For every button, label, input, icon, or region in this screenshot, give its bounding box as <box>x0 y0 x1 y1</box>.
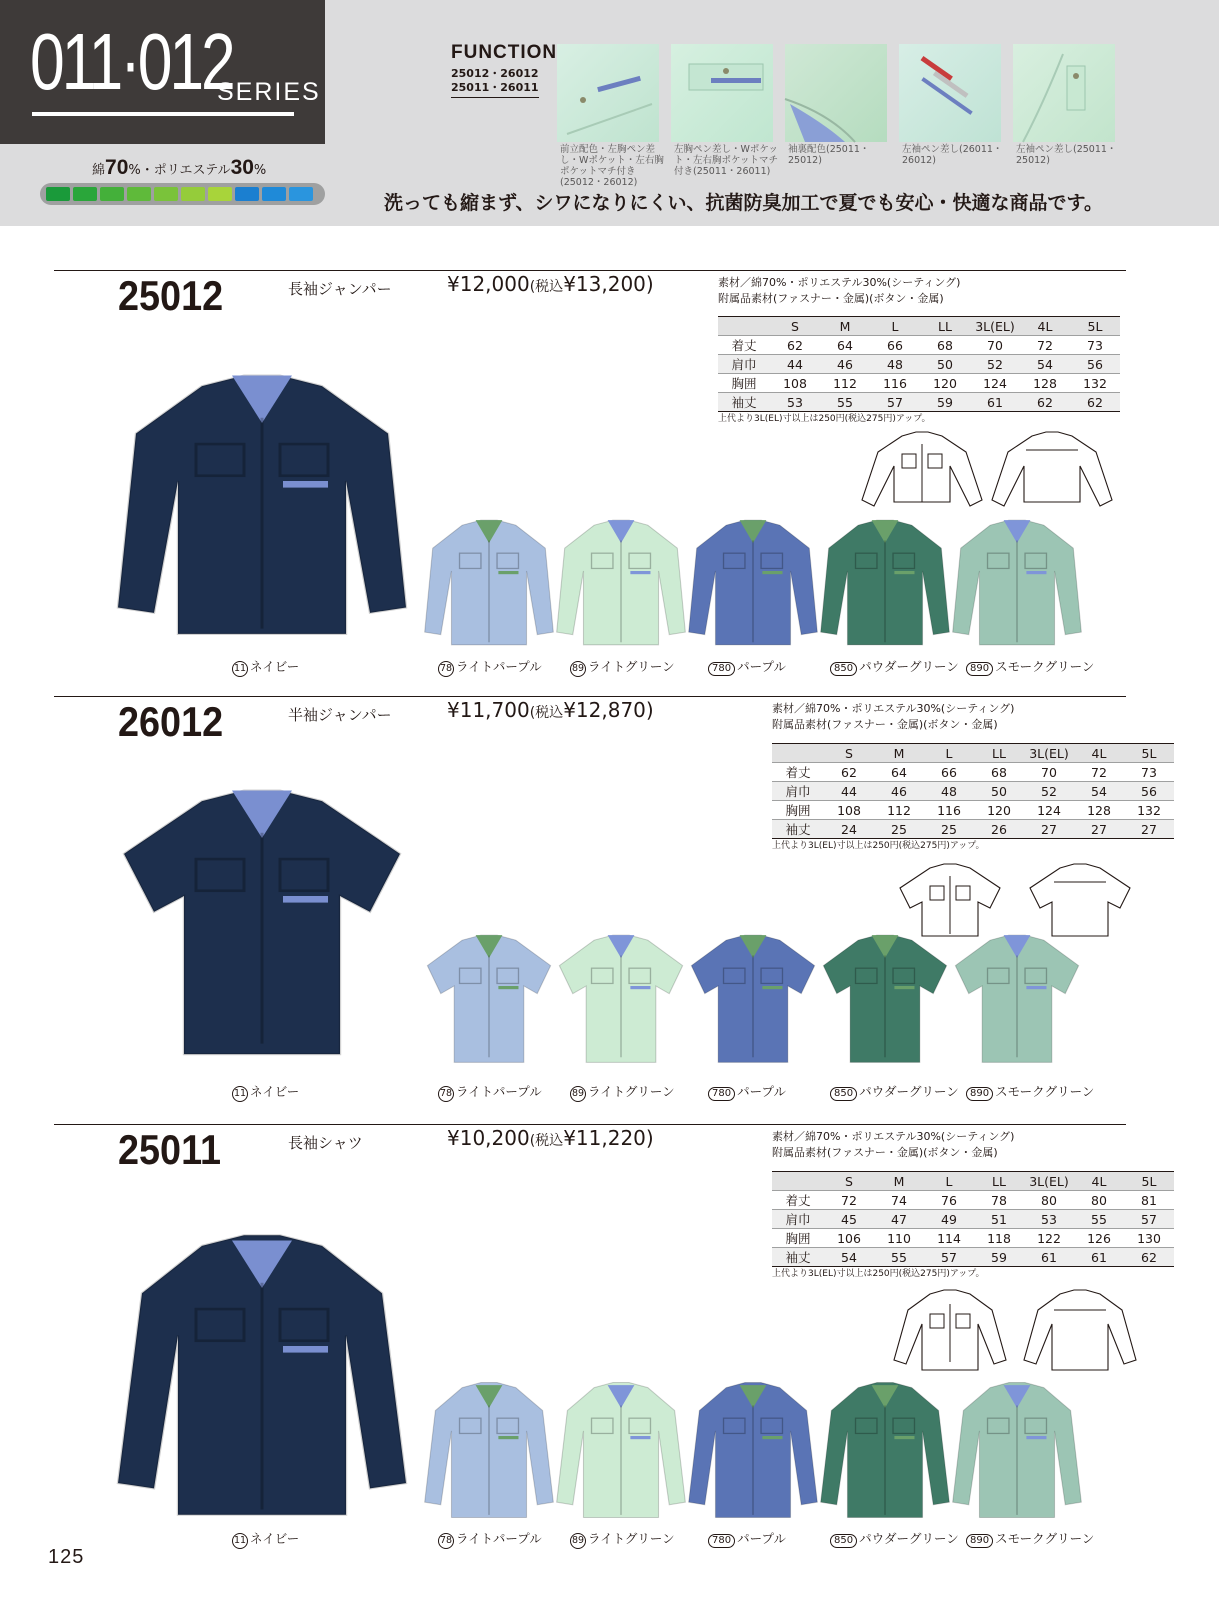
size-row-label: 胸囲 <box>772 801 824 820</box>
price-value: ¥11,700 <box>447 698 530 722</box>
color-caption-11 <box>232 657 299 677</box>
product-code: 25011 <box>118 1126 222 1173</box>
color-name: ライトパープル <box>456 659 542 674</box>
series-underline <box>32 112 294 116</box>
size-cell: 81 <box>1124 1191 1174 1210</box>
color-name: パープル <box>737 1531 786 1546</box>
size-cell: 112 <box>820 374 870 393</box>
price-value: ¥12,000 <box>447 272 530 296</box>
function-caption-2: 左胸ペン差し・Wポケット・左右胸ポケットマチ付き(25011・26011) <box>674 144 779 177</box>
color-name: ライトパープル <box>456 1084 542 1099</box>
size-cell: 112 <box>874 801 924 820</box>
size-cell: 116 <box>924 801 974 820</box>
size-cell: 116 <box>870 374 920 393</box>
color-name: ライトグリーン <box>588 1084 675 1099</box>
size-cell: 73 <box>1124 763 1174 782</box>
function-title: FUNCTION <box>451 42 558 63</box>
color-name: ライトグリーン <box>588 659 675 674</box>
size-cell: 59 <box>974 1248 1024 1267</box>
size-cell: 106 <box>824 1229 874 1248</box>
color-caption-11 <box>232 1082 299 1102</box>
accessory-material-line: 附属品素材(ファスナー・金属)(ボタン・金属) <box>718 292 944 305</box>
color-caption-89 <box>570 657 675 677</box>
size-cell: 48 <box>870 355 920 374</box>
size-cell: 64 <box>874 763 924 782</box>
size-cell: 46 <box>874 782 924 801</box>
fabric-composition: 綿70%・ポリエステル30% <box>92 156 267 179</box>
function-photo-left-sleeve-pen <box>899 44 1001 142</box>
size-row-label: 着丈 <box>718 336 770 355</box>
function-caption-1: 前立配色・左胸ペン差し・Wポケット・左右胸ポケットマチ付き(25012・26012) <box>560 144 664 188</box>
color-code-badge: 89 <box>570 1533 586 1549</box>
function-photo-sleeve-lining <box>785 44 887 142</box>
size-cell: 44 <box>770 355 820 374</box>
function-caption-3: 袖裏配色(25011・25012) <box>788 144 870 166</box>
size-cell: 51 <box>974 1210 1024 1229</box>
color-caption-850 <box>830 1529 959 1548</box>
size-cell: 61 <box>970 393 1020 412</box>
size-header: 4L <box>1074 1172 1124 1191</box>
size-row-label: 着丈 <box>772 1191 824 1210</box>
size-cell: 76 <box>924 1191 974 1210</box>
size-cell: 54 <box>824 1248 874 1267</box>
price-tax-value: ¥12,870) <box>563 698 654 722</box>
size-cell: 52 <box>1024 782 1074 801</box>
size-cell: 25 <box>874 820 924 839</box>
color-name: パウダーグリーン <box>859 659 959 674</box>
size-cell: 74 <box>874 1191 924 1210</box>
size-row-label: 肩巾 <box>772 782 824 801</box>
size-header: 3L(EL) <box>970 317 1020 336</box>
size-cell: 52 <box>970 355 1020 374</box>
size-header: 4L <box>1074 744 1124 763</box>
size-cell: 72 <box>1074 763 1124 782</box>
size-cell: 68 <box>974 763 1024 782</box>
size-header: M <box>820 317 870 336</box>
size-cell: 68 <box>920 336 970 355</box>
size-cell: 62 <box>770 336 820 355</box>
color-caption-780 <box>708 1082 786 1101</box>
color-name: ライトグリーン <box>588 1531 675 1546</box>
color-caption-850 <box>830 1082 959 1101</box>
size-cell: 24 <box>824 820 874 839</box>
size-cell: 61 <box>1024 1248 1074 1267</box>
size-cell: 120 <box>920 374 970 393</box>
size-cell: 62 <box>1020 393 1070 412</box>
color-caption-78 <box>438 1082 542 1102</box>
size-cell: 132 <box>1070 374 1120 393</box>
size-cell: 47 <box>874 1210 924 1229</box>
page-number: 125 <box>48 1546 85 1568</box>
price-value: ¥10,200 <box>447 1126 530 1150</box>
product-code: 25012 <box>118 272 224 319</box>
size-header: 5L <box>1070 317 1120 336</box>
size-header: LL <box>974 1172 1024 1191</box>
color-code-badge: 850 <box>830 1534 857 1548</box>
size-cell: 110 <box>874 1229 924 1248</box>
size-cell: 120 <box>974 801 1024 820</box>
size-cell: 57 <box>870 393 920 412</box>
price-tax-value: ¥11,220) <box>563 1126 654 1150</box>
color-name: スモークグリーン <box>995 659 1095 674</box>
size-cell: 48 <box>924 782 974 801</box>
size-row-label: 胸囲 <box>772 1229 824 1248</box>
size-cell: 27 <box>1024 820 1074 839</box>
color-code-badge: 890 <box>966 1534 993 1548</box>
size-cell: 55 <box>820 393 870 412</box>
color-name: パープル <box>737 659 786 674</box>
product-code: 26012 <box>118 698 224 745</box>
size-cell: 50 <box>974 782 1024 801</box>
material-line: 素材／綿70%・ポリエステル30%(シーティング) <box>718 276 961 289</box>
size-cell: 61 <box>1074 1248 1124 1267</box>
color-name: ライトパープル <box>456 1531 542 1546</box>
price-note: 上代より3L(EL)寸以上は250円(税込275円)アップ。 <box>772 1269 985 1279</box>
size-row-label: 肩巾 <box>718 355 770 374</box>
function-codes: 25012・26012 25011・26011 <box>451 67 539 98</box>
garment-photos <box>0 1124 1100 1454</box>
color-caption-11 <box>232 1529 299 1549</box>
color-caption-89 <box>570 1529 675 1549</box>
color-code-badge: 11 <box>232 661 248 677</box>
size-header: M <box>874 744 924 763</box>
size-cell: 128 <box>1020 374 1070 393</box>
size-header: S <box>824 744 874 763</box>
size-cell: 55 <box>1074 1210 1124 1229</box>
size-cell: 25 <box>924 820 974 839</box>
size-cell: 54 <box>1074 782 1124 801</box>
size-cell: 124 <box>970 374 1020 393</box>
size-cell: 108 <box>824 801 874 820</box>
color-caption-78 <box>438 1529 542 1549</box>
product-name: 半袖ジャンパー <box>288 706 392 724</box>
size-cell: 54 <box>1020 355 1070 374</box>
size-cell: 72 <box>824 1191 874 1210</box>
price-tax-value: ¥13,200) <box>563 272 654 296</box>
size-row-label: 胸囲 <box>718 374 770 393</box>
size-cell: 66 <box>870 336 920 355</box>
size-row-label: 着丈 <box>772 763 824 782</box>
color-code-badge: 78 <box>438 1533 454 1549</box>
size-cell: 62 <box>824 763 874 782</box>
price-tax-label: (税込 <box>529 1133 564 1149</box>
size-row-label: 袖丈 <box>772 1248 824 1267</box>
tagline: 洗っても縮まず、シワになりにくい、抗菌防臭加工で夏でも安心・快適な商品です。 <box>384 192 1103 214</box>
color-code-badge: 780 <box>708 1534 735 1548</box>
size-cell: 122 <box>1024 1229 1074 1248</box>
color-caption-850 <box>830 657 959 676</box>
material-line: 素材／綿70%・ポリエステル30%(シーティング) <box>772 1130 1015 1143</box>
color-name: スモークグリーン <box>995 1531 1095 1546</box>
size-cell: 46 <box>820 355 870 374</box>
size-cell: 57 <box>924 1248 974 1267</box>
size-cell: 80 <box>1074 1191 1124 1210</box>
size-cell: 53 <box>770 393 820 412</box>
size-cell: 118 <box>974 1229 1024 1248</box>
color-code-badge: 89 <box>570 661 586 677</box>
size-cell: 128 <box>1074 801 1124 820</box>
color-name: パープル <box>737 1084 786 1099</box>
size-row-label: 袖丈 <box>772 820 824 839</box>
function-caption-4: 左袖ペン差し(26011・26012) <box>902 144 1003 166</box>
function-photo-sleeve-pen-2 <box>1013 44 1115 142</box>
accessory-material-line: 附属品素材(ファスナー・金属)(ボタン・金属) <box>772 1146 998 1159</box>
size-cell: 56 <box>1070 355 1120 374</box>
size-cell: 57 <box>1124 1210 1174 1229</box>
price-tax-label: (税込 <box>529 279 564 295</box>
size-cell: 73 <box>1070 336 1120 355</box>
size-cell: 50 <box>920 355 970 374</box>
size-cell: 70 <box>1024 763 1074 782</box>
color-code-badge: 850 <box>830 1087 857 1101</box>
size-header: LL <box>974 744 1024 763</box>
size-cell: 45 <box>824 1210 874 1229</box>
size-cell: 126 <box>1074 1229 1124 1248</box>
size-row-label: 袖丈 <box>718 393 770 412</box>
size-cell: 124 <box>1024 801 1074 820</box>
size-header: L <box>870 317 920 336</box>
garment-photos <box>0 270 1100 600</box>
size-cell: 62 <box>1124 1248 1174 1267</box>
size-cell: 27 <box>1074 820 1124 839</box>
price-note: 上代より3L(EL)寸以上は250円(税込275円)アップ。 <box>718 414 931 424</box>
size-cell: 27 <box>1124 820 1174 839</box>
color-code-badge: 850 <box>830 662 857 676</box>
color-code-badge: 780 <box>708 1087 735 1101</box>
size-cell: 44 <box>824 782 874 801</box>
function-photo-chest-pocket <box>671 44 773 142</box>
color-code-badge: 78 <box>438 1086 454 1102</box>
size-row-label: 肩巾 <box>772 1210 824 1229</box>
size-cell: 53 <box>1024 1210 1074 1229</box>
color-code-badge: 11 <box>232 1086 248 1102</box>
size-header: 4L <box>1020 317 1070 336</box>
accessory-material-line: 附属品素材(ファスナー・金属)(ボタン・金属) <box>772 718 998 731</box>
size-header: M <box>874 1172 924 1191</box>
size-header: 3L(EL) <box>1024 744 1074 763</box>
color-code-badge: 89 <box>570 1086 586 1102</box>
color-caption-890 <box>966 657 1094 676</box>
size-cell: 55 <box>874 1248 924 1267</box>
color-code-badge: 11 <box>232 1533 248 1549</box>
color-caption-780 <box>708 1529 786 1548</box>
color-code-badge: 78 <box>438 661 454 677</box>
size-header: S <box>824 1172 874 1191</box>
series-word: SERIES <box>217 78 321 106</box>
color-name: スモークグリーン <box>995 1084 1095 1099</box>
size-cell: 26 <box>974 820 1024 839</box>
color-code-badge: 890 <box>966 1087 993 1101</box>
size-cell: 132 <box>1124 801 1174 820</box>
size-header: 5L <box>1124 1172 1174 1191</box>
color-name: ネイビー <box>250 1084 300 1099</box>
size-cell: 108 <box>770 374 820 393</box>
function-caption-5: 左袖ペン差し(25011・25012) <box>1016 144 1117 166</box>
function-photo-front-placket <box>557 44 659 142</box>
product-name: 長袖シャツ <box>288 1134 363 1152</box>
size-cell: 70 <box>970 336 1020 355</box>
size-header: L <box>924 1172 974 1191</box>
color-name: ネイビー <box>250 1531 300 1546</box>
size-header: LL <box>920 317 970 336</box>
size-cell: 114 <box>924 1229 974 1248</box>
color-caption-780 <box>708 657 786 676</box>
size-cell: 49 <box>924 1210 974 1229</box>
color-caption-89 <box>570 1082 675 1102</box>
color-name: パウダーグリーン <box>859 1531 959 1546</box>
size-cell: 80 <box>1024 1191 1074 1210</box>
garment-photos <box>0 696 1100 1026</box>
size-cell: 72 <box>1020 336 1070 355</box>
color-caption-890 <box>966 1082 1094 1101</box>
color-code-badge: 780 <box>708 662 735 676</box>
material-line: 素材／綿70%・ポリエステル30%(シーティング) <box>772 702 1015 715</box>
color-code-badge: 890 <box>966 662 993 676</box>
size-cell: 62 <box>1070 393 1120 412</box>
size-header: 5L <box>1124 744 1174 763</box>
size-cell: 64 <box>820 336 870 355</box>
product-name: 長袖ジャンパー <box>288 280 392 298</box>
color-name: パウダーグリーン <box>859 1084 959 1099</box>
fabric-ratio-bar <box>40 183 325 205</box>
size-cell: 59 <box>920 393 970 412</box>
price-note: 上代より3L(EL)寸以上は250円(税込275円)アップ。 <box>772 841 985 851</box>
size-cell: 78 <box>974 1191 1024 1210</box>
series-title-box <box>0 0 325 144</box>
price-tax-label: (税込 <box>529 705 564 721</box>
size-cell: 66 <box>924 763 974 782</box>
color-name: ネイビー <box>250 659 300 674</box>
size-header: 3L(EL) <box>1024 1172 1074 1191</box>
series-number: 011·012 <box>30 17 233 106</box>
size-cell: 130 <box>1124 1229 1174 1248</box>
size-header: S <box>770 317 820 336</box>
size-header: L <box>924 744 974 763</box>
size-cell: 56 <box>1124 782 1174 801</box>
color-caption-78 <box>438 657 542 677</box>
color-caption-890 <box>966 1529 1094 1548</box>
